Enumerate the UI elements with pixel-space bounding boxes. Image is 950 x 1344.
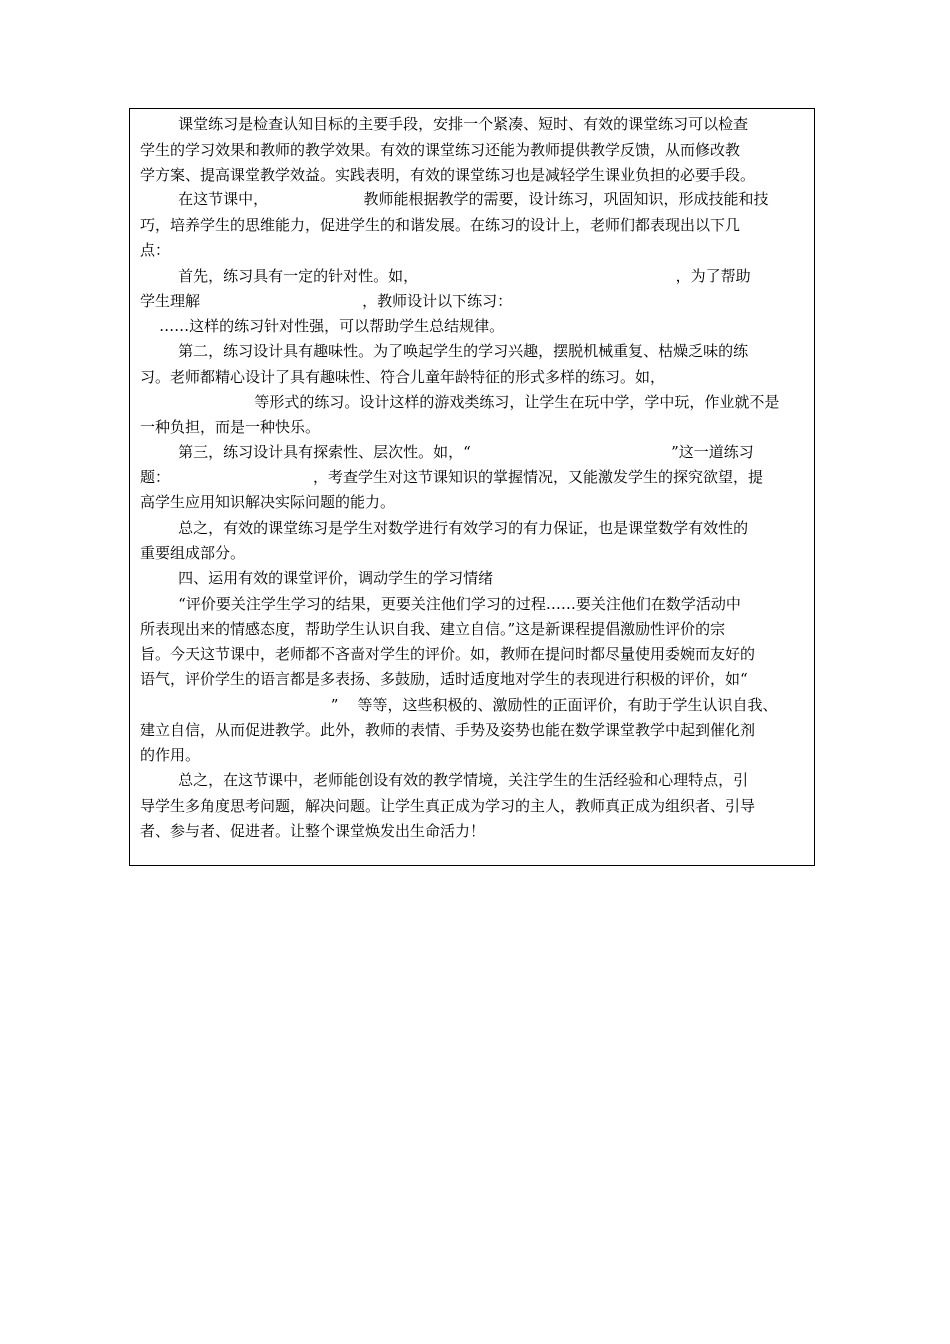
text-line-content: 第二，练习设计具有趣味性。为了唤起学生的学习兴趣，摆脱机械重复、枯燥乏味的练	[140, 342, 749, 360]
text-line-content: 者、参与者、促进者。让整个课堂焕发出生命活力！	[140, 822, 486, 840]
text-line	[140, 414, 806, 440]
text-line-content: 旨。今天这节课中，老师都不吝啬对学生的评价。如，教师在提问时都尽量使用委婉而友好的	[140, 645, 756, 663]
text-line-content: 语气，评价学生的语言都是多表扬、多鼓励，适时适度地对学生的表现进行积极的评价，如“	[140, 670, 748, 688]
text-line-content: 巧，培养学生的思维能力，促进学生的和谐发展。在练习的设计上，老师们都表现出以下几	[140, 216, 741, 234]
text-line-content: 总之，在这节课中，老师能创设有效的教学情境，关注学生的生活经验和心理特点，引	[140, 771, 749, 789]
text-line	[140, 137, 806, 163]
text-line	[140, 767, 806, 793]
text-line-content: 在这节课中， 教师能根据教学的需要，设计练习，巩固知识，形成技能和技	[140, 190, 769, 208]
text-line-content: 学生理解 ，教师设计以下练习：	[140, 292, 513, 310]
text-line	[140, 591, 806, 617]
text-line-content: “评价要关注学生学习的结果，更要关注他们学习的过程……要关注他们在数学活动中	[140, 595, 741, 613]
text-line	[140, 338, 806, 364]
text-line	[140, 111, 806, 137]
text-line	[140, 212, 806, 238]
text-line-content: 总之，有效的课堂练习是学生对数学进行有效学习的有力保证，也是课堂数学有效性的	[140, 519, 749, 537]
text-line-content: 第三，练习设计具有探索性、层次性。如，“ ”这一道练习	[140, 443, 754, 461]
text-line-content: 的作用。	[140, 746, 201, 764]
text-line	[140, 439, 806, 465]
text-line	[140, 692, 806, 718]
text-line-content: 学方案、提高课堂教学效益。实践表明，有效的课堂练习也是减轻学生课业负担的必要手段。	[140, 166, 756, 184]
text-line-content: 高学生应用知识解决实际问题的能力。	[140, 493, 396, 511]
text-line	[140, 263, 806, 289]
text-line	[140, 742, 806, 768]
text-line	[140, 666, 806, 692]
text-line	[140, 313, 806, 339]
text-line-content: 建立自信，从而促进教学。此外，教师的表情、手势及姿势也能在数学课堂教学中起到催化剂	[140, 721, 756, 739]
text-line-content: 导学生多角度思考问题，解决问题。让学生真正成为学习的主人，教师真正成为组织者、引导	[140, 797, 756, 815]
text-line	[140, 641, 806, 667]
text-line-content: 题： ，考查学生对这节课知识的掌握情况，又能激发学生的探究欲望，提	[140, 468, 764, 486]
text-line	[140, 364, 806, 390]
text-line	[140, 489, 806, 515]
text-line	[140, 540, 806, 566]
text-line-content: 习。老师都精心设计了具有趣味性、符合儿童年龄特征的形式多样的练习。如，	[140, 368, 666, 386]
text-line	[140, 515, 806, 541]
text-line	[140, 818, 806, 844]
text-line	[140, 565, 806, 591]
text-line-content: ” 等等，这些积极的、激励性的正面评价，有助于学生认识自我、	[140, 696, 778, 714]
text-line-content: 四、运用有效的课堂评价，调动学生的学习情绪	[140, 569, 494, 587]
text-line-content: 等形式的练习。设计这样的游戏类练习，让学生在玩中学，学中玩，作业就不是	[140, 393, 780, 411]
text-line-content: 一种负担，而是一种快乐。	[140, 418, 321, 436]
text-line	[140, 793, 806, 819]
text-line-content: 课堂练习是检查认知目标的主要手段，安排一个紧凑、短时、有效的课堂练习可以检查	[140, 115, 749, 133]
text-line	[140, 186, 806, 212]
text-line	[140, 288, 806, 314]
text-line-content: 学生的学习效果和教师的教学效果。有效的课堂练习还能为教师提供教学反馈，从而修改教	[140, 141, 741, 159]
text-line-content: 重要组成部分。	[140, 544, 246, 562]
text-line-content: 所表现出来的情感态度，帮助学生认识自我、建立自信。”这是新课程提倡激励性评价的宗	[140, 620, 726, 638]
text-line-content: 首先，练习具有一定的针对性。如， ，为了帮助	[140, 267, 751, 285]
text-line	[140, 389, 806, 415]
text-line	[140, 237, 806, 263]
text-line	[140, 162, 806, 188]
text-line	[140, 464, 806, 490]
text-line	[140, 717, 806, 743]
text-line-content: 点：	[140, 241, 171, 259]
text-line-content: ……这样的练习针对性强，可以帮助学生总结规律。	[140, 317, 505, 335]
text-line	[140, 616, 806, 642]
